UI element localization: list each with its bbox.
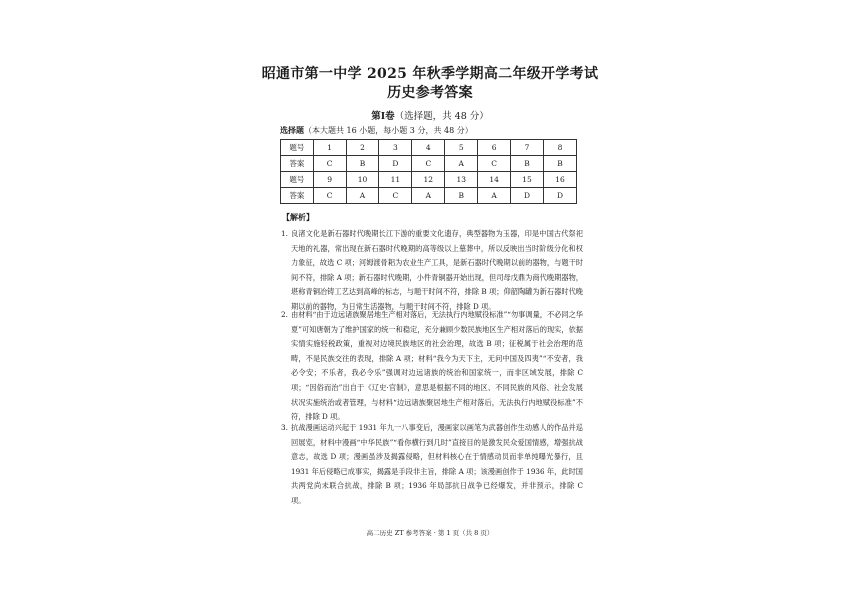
analysis-item-number: 2. xyxy=(281,310,288,319)
answer-table-cell: 1 xyxy=(313,140,346,156)
analysis-heading: 【解析】 xyxy=(282,212,314,222)
analysis-item xyxy=(281,227,583,315)
answer-table-cell: 9 xyxy=(313,172,346,188)
answer-table xyxy=(280,139,577,204)
question-type-intro xyxy=(280,125,473,136)
analysis-item-text: 由材料“由于边远诸族聚居地生产相对落后，无法执行内地赋役标准”“勿事调量，不必同之华夏”可知唐朝为了维护国家的统一和稳定，充分兼顾少数民族地区生产相对落后的现实，依据实情实施轻税政策，重视对边境民族地区的社会治理，故选 B 项；征税属于社会治理的范畴，不是民族交往的表现，排除 A 项；材料“我今为天下主，无问中国及四夷”“不安者，我必令安；不乐者，我必令乐”强调对边远诸族的统治和国家统一，而非区域发展，排除 C 项；“因俗而治”出自于《辽史·官制》，意思是根据不同的地区、不同民族的风俗、社会发展状况实施统治或者管理，与材料“边远诸族聚居地生产相对落后，无法执行内地赋役标准”不符，排除 D 项。 xyxy=(291,310,583,422)
answer-table-cell: 6 xyxy=(478,140,511,156)
question-type-note: （本大题共 16 小题，每小题 3 分，共 48 分） xyxy=(304,126,473,135)
answer-table-row-header: 题号 xyxy=(281,140,314,156)
answer-table-cell: 2 xyxy=(346,140,379,156)
answer-table-cell: 8 xyxy=(543,140,576,156)
answer-table-cell: C xyxy=(478,156,511,172)
answer-table-row-header: 题号 xyxy=(281,172,314,188)
answer-table-cell: 10 xyxy=(346,172,379,188)
answer-table-cell: B xyxy=(445,188,478,204)
answer-table-cell: C xyxy=(313,156,346,172)
answer-table-cell: 11 xyxy=(379,172,412,188)
answer-table-row xyxy=(281,188,577,204)
answer-table-cell: 14 xyxy=(478,172,511,188)
section-heading xyxy=(0,108,860,122)
section-note: （选择题，共 48 分） xyxy=(394,111,489,122)
answer-table-cell: 12 xyxy=(412,172,445,188)
answer-table-cell: A xyxy=(445,156,478,172)
answer-table-cell: 5 xyxy=(445,140,478,156)
answer-table-cell: 7 xyxy=(511,140,544,156)
answer-table-cell: 3 xyxy=(379,140,412,156)
answer-table-cell: 15 xyxy=(511,172,544,188)
answer-table-cell: B xyxy=(543,156,576,172)
answer-table-row xyxy=(281,140,577,156)
analysis-item-text: 良渚文化是新石器时代晚期长江下游的重要文化遗存，典型器物为玉器，印是中国古代祭祀天地的礼器，常出现在新石器时代晚期的高等级以上墓葬中，所以反映出当时阶级分化和权力象征，故选 C 项；河姆渡骨耜为农业生产工具，是新石器时代晚期以前的器物，与题干时间不符，排除 A 项；新石器时代晚期，小件青铜器开始出现，但司母戊鼎为商代晚期器物，堪称青铜冶铸工艺达到高峰的标志，与题干时间不符，排除 B 项；仰韶陶罐为新石器时代晚期以前的器物，为日常生活器物，与题干时间不符，排除 D 项。 xyxy=(291,229,583,311)
document-subtitle: 历史参考答案 xyxy=(387,85,473,101)
answer-table-cell: D xyxy=(543,188,576,204)
analysis-item xyxy=(281,308,583,425)
answer-table-cell: 4 xyxy=(412,140,445,156)
answer-table-cell: A xyxy=(412,188,445,204)
answer-table-row xyxy=(281,172,577,188)
answer-table-row-header: 答案 xyxy=(281,156,314,172)
answer-table-cell: D xyxy=(379,156,412,172)
exam-title: 昭通市第一中学 2025 年秋季学期高二年级开学考试 xyxy=(261,66,599,82)
question-type-label: 选择题 xyxy=(280,125,304,135)
answer-table-cell: A xyxy=(346,188,379,204)
answer-table-cell: C xyxy=(412,156,445,172)
analysis-item-number: 3. xyxy=(281,423,288,432)
answer-table-cell: C xyxy=(379,188,412,204)
answer-table-row-header: 答案 xyxy=(281,188,314,204)
answer-table-cell: D xyxy=(511,188,544,204)
page-footer: 高二历史 ZT 参考答案 · 第 1 页（共 8 页） xyxy=(366,529,494,537)
analysis-item-number: 1. xyxy=(281,229,288,238)
answer-table-cell: B xyxy=(346,156,379,172)
analysis-item-text: 抗战漫画运动兴起于 1931 年九一八事变后，漫画家以画笔为武器创作生动感人的作品并巡回展览，材料中漫画“中华民族”“看你横行到几时”直接目的是激发民众爱国情感，增强抗战意志，故选 D 项；漫画虽涉及揭露侵略，但材料核心在于情感动员而非单纯曝光暴行，且 1931 年后侵略已成事实，揭露是手段非主旨，排除 A 项；该漫画创作于 1936 年，此时国共两党尚未联合抗战，排除 B 项；1936 年局部抗日战争已经爆发，并非预示，排除 C 项。 xyxy=(291,423,583,505)
answer-table-cell: 13 xyxy=(445,172,478,188)
answer-table-cell: C xyxy=(313,188,346,204)
answer-table-cell: B xyxy=(511,156,544,172)
answer-table-cell: 16 xyxy=(543,172,576,188)
section-label: 第Ⅰ卷 xyxy=(371,111,395,122)
answer-table-cell: A xyxy=(478,188,511,204)
answer-table-row xyxy=(281,156,577,172)
analysis-item xyxy=(281,421,583,509)
